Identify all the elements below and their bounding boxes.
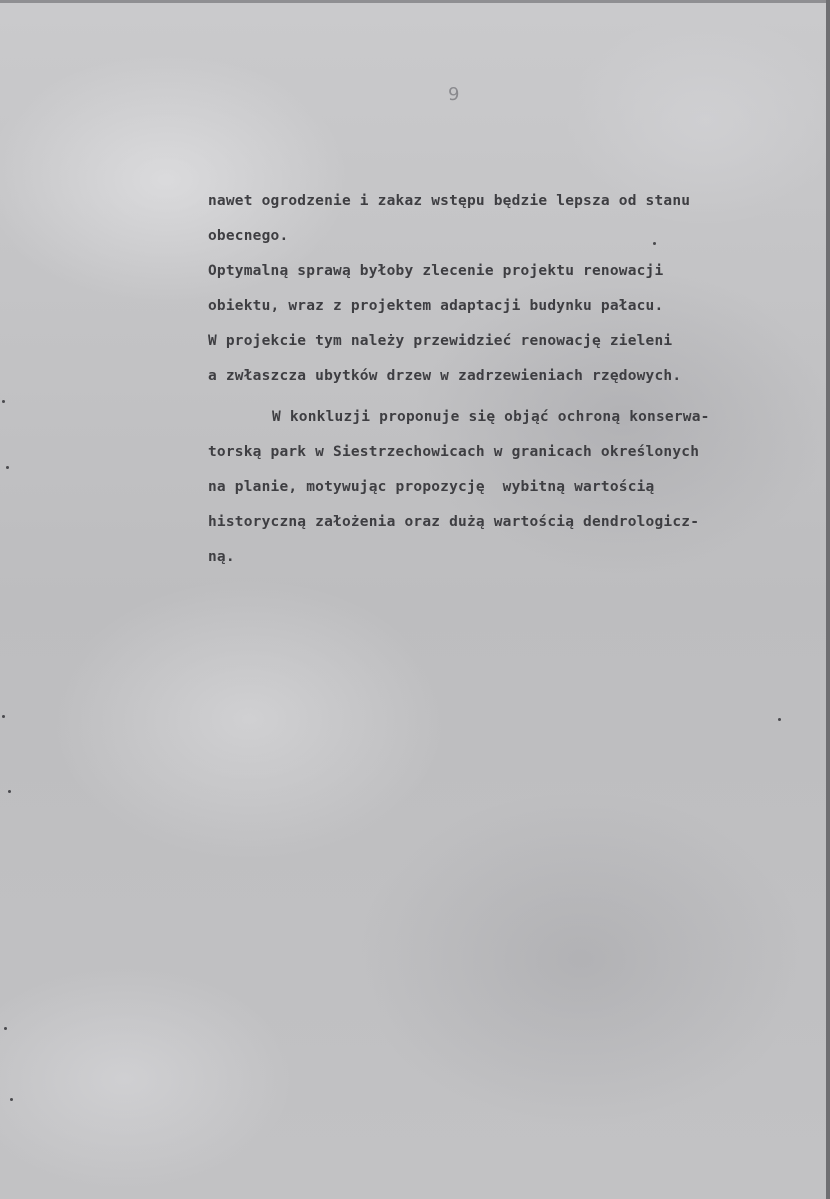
text-line: ną. [208,549,235,565]
text-line: na planie, motywując propozycję wybitną wartością [208,479,655,495]
page-number: 9 [448,84,460,105]
text-line: obecnego. [208,228,289,244]
text-line: W projekcie tym należy przewidzieć renowację zieleni [208,333,673,349]
scan-speck [4,1027,7,1030]
body-text [208,184,808,575]
scan-edge-right [826,0,830,1199]
scan-speck [778,718,781,721]
text-line: W konkluzji proponuje się objąć ochroną konserwa- [272,409,710,425]
scan-speck [653,242,656,245]
text-line: a zwłaszcza ubytków drzew w zadrzewieniach rzędowych. [208,368,682,384]
text-line: torską park w Siestrzechowicach w granicach określonych [208,444,700,460]
text-line: historyczną założenia oraz dużą wartością dendrologicz- [208,514,700,530]
scan-speck [2,715,5,718]
text-line: Optymalną sprawą byłoby zlecenie projektu renowacji [208,263,664,279]
scan-speck [6,466,9,469]
text-line: nawet ogrodzenie i zakaz wstępu będzie lepsza od stanu [208,193,691,209]
scan-speck [10,1098,13,1101]
scan-speck [8,790,11,793]
text-line: obiektu, wraz z projektem adaptacji budynku pałacu. [208,298,664,314]
scan-speck [2,400,5,403]
scan-edge-top [0,0,830,3]
